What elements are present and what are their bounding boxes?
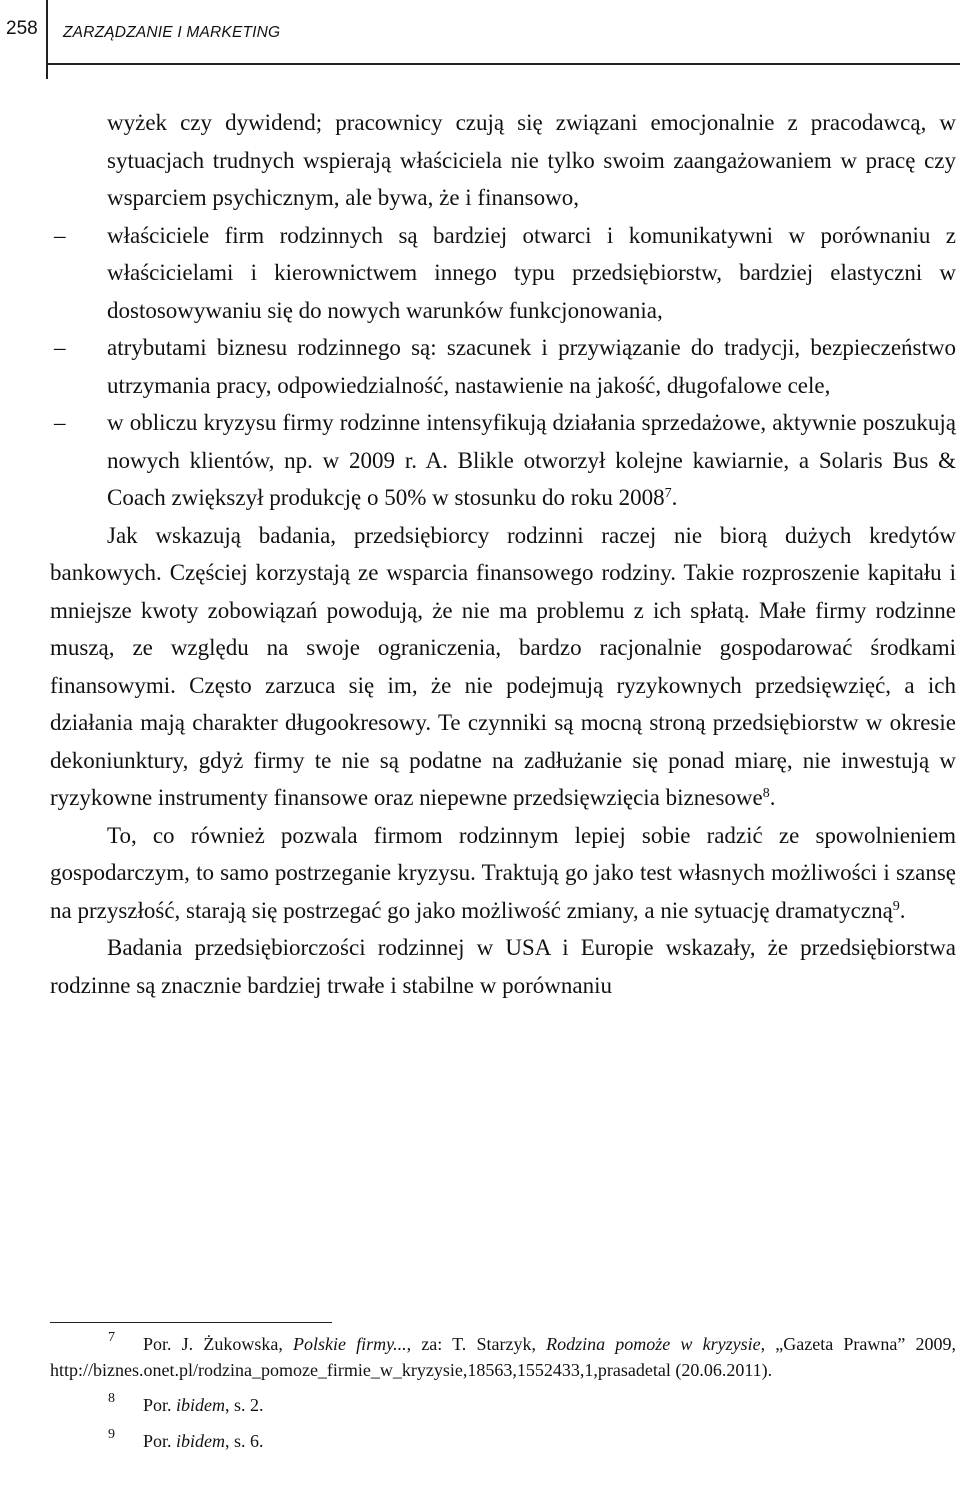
footnote-number: 7	[108, 1330, 115, 1345]
footnote-separator	[50, 1322, 332, 1323]
cited-title: Rodzina pomoże w kryzysie	[546, 1334, 761, 1354]
continued-list-item: wyżek czy dywidend; pracownicy czują się związani emocjonalnie z pracodawcą, w sytuacjach trudnych wspierają właściciela nie tylko swoim zaangażowaniem w pracę czy wsparciem psychicznym, ale bywa, że i finansowo,	[107, 110, 956, 210]
bullet-text: w obliczu kryzysu firmy rodzinne intensyfikują działania sprzedażowe, aktywnie poszukują nowych klientów, np. w 2009 r. A. Blikle otworzył kolejne kawiarnie, a Solaris Bus & Coach zwiększył produkcję o 50% w stosunku do roku 2008	[107, 410, 956, 510]
header-vertical-rule	[46, 0, 48, 79]
bullet-dash: –	[54, 222, 66, 248]
bullet-text: atrybutami biznesu rodzinnego są: szacunek i przywiązanie do tradycji, bezpieczeństwo utrzymania pracy, odpowiedzialność, nastawienie na jakość, długofalowe cele,	[107, 335, 956, 398]
bullet-item	[50, 217, 956, 330]
cited-title: Polskie firmy...	[293, 1334, 407, 1354]
bullet-dash: –	[54, 335, 66, 360]
running-title: ZARZĄDZANIE I MARKETING	[63, 24, 281, 41]
paragraph: Jak wskazują badania, przedsiębiorcy rodzinni raczej nie biorą dużych kredytów bankowych. Częściej korzystają ze wsparcia finansowego rodziny. Takie rozproszenie kapitału i mniejsze kwoty zobowiązań powodują, że nie ma problemu z ich spłatą. Małe firmy rodzinne muszą, ze względu na swoje ograniczenia, bardzo racjonalnie gospodarować środkami finansowymi. Często zarzuca się im, że nie podejmują ryzykownych przedsięwzięć, a ich działania mają charakter długookresowy. Te czynniki są mocną stroną przedsiębiorstw w okresie dekoniunktury, gdyż firmy te nie są podatne na zadłużanie się ponad miarę, nie inwestują w ryzykowne instrumenty finansowe oraz niepewne przedsięwzięcia biznesowe$^8$.	[50, 522, 956, 810]
paragraph: Badania przedsiębiorczości rodzinnej w USA i Europie wskazały, że przedsiębiorstwa rodzinne są znacznie bardziej trwałe i stabilne w porównaniu	[50, 935, 956, 998]
bullet-list	[50, 217, 956, 517]
footnote-ref-7[interactable]: 7	[664, 486, 672, 501]
bullet-text: właściciele firm rodzinnych są bardziej otwarci i komunikatywni w porównaniu z właścicielami i kierownictwem innego typu przedsiębiorstw, bardziej elastyczni w dostosowywaniu się do nowych warunków funkcjonowania,	[107, 222, 956, 323]
footnote-8: 8 Por. ibidem, s. 2.	[50, 1393, 956, 1419]
bullet-dash: –	[54, 410, 66, 435]
cited-title: ibidem	[176, 1430, 226, 1451]
main-text	[50, 104, 956, 1004]
bullet-item: – w obliczu kryzysu firmy rodzinne intensyfikują działania sprzedażowe, aktywnie poszukują nowych klientów, np. w 2009 r. A. Blikle otworzył kolejne kawiarnie, a Solaris Bus & Coach zwiększył produkcję o 50% w stosunku do roku 2008$^7$.	[50, 404, 956, 517]
footnote-number: 9	[108, 1426, 115, 1442]
page-header	[0, 0, 960, 80]
paragraph: To, co również pozwala firmom rodzinnym lepiej sobie radzić ze spowolnieniem gospodarczym, to samo postrzeganie kryzysu. Traktują go jako test własnych możliwości i szansę na przyszłość, starają się postrzegać go jako możliwość zmiany, a nie sytuację dramatyczną$^9$.	[50, 822, 956, 923]
footnote-ref-9[interactable]: 9	[892, 898, 900, 914]
bullet-item	[50, 329, 956, 404]
header-horizontal-rule	[46, 63, 960, 65]
page-number: 258	[6, 18, 38, 39]
footnote-9: 9 Por. ibidem, s. 6.	[50, 1429, 956, 1455]
footnote-number: 8	[108, 1391, 115, 1406]
footnotes	[50, 1332, 956, 1454]
footnote-source-url[interactable]: , „Gazeta Prawna” 2009, http://biznes.onet.pl/rodzina_pomoze_firmie_w_kryzysie,18563,1552433,1,prasadetal (20.06.2011).	[50, 1334, 956, 1380]
footnote-7: 7 Por. J. Żukowska, Polskie firmy..., za: T. Starzyk, Rodzina pomoże w kryzysie, „Gazeta Prawna” 2009, http://biznes.onet.pl/rodzina_pomoze_firmie_w_kryzysie,18563,1552433,1,prasadetal (20.06.2011).	[50, 1332, 956, 1383]
footnote-ref-8[interactable]: 8	[762, 786, 770, 801]
cited-title: ibidem	[176, 1395, 226, 1415]
